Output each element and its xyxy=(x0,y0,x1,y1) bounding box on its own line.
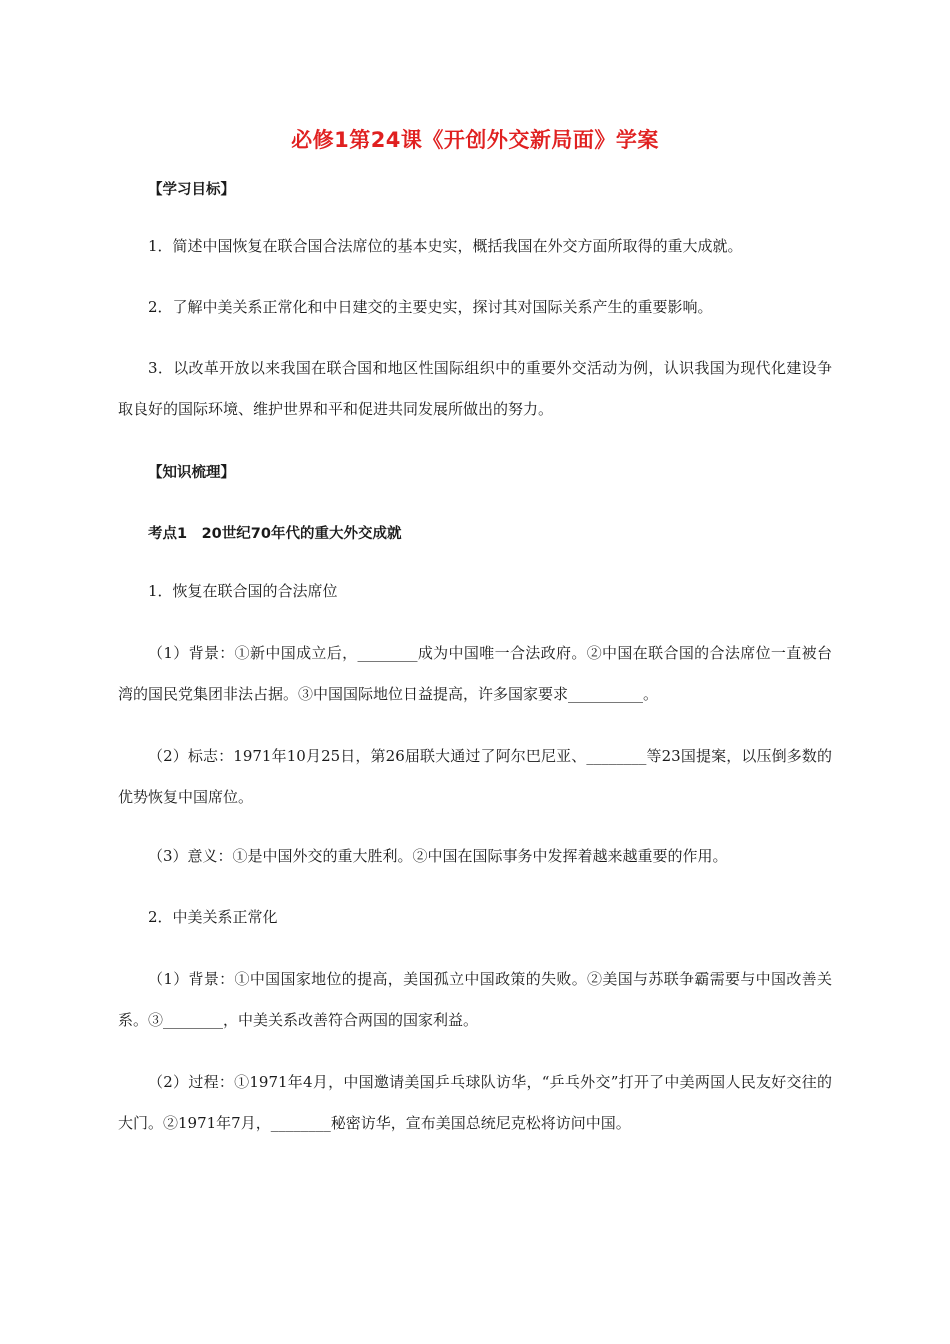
item1-significance: （3）意义：①是中国外交的重大胜利。②中国在国际事务中发挥着越来越重要的作用。 xyxy=(148,847,728,865)
item2-process: （2）过程：①1971年4月，中国邀请美国乒乓球队访华，“乒乓外交”打开了中美两国人民友好交往的大门。②1971年7月，________秘密访华，宣布美国总统尼克松将访问中国。 xyxy=(118,1073,832,1132)
topic1-heading: 考点1 20世纪70年代的重大外交成就 xyxy=(148,526,402,542)
item1-title: 1．恢复在联合国的合法席位 xyxy=(148,582,338,600)
item2-background: （1）背景：①中国国家地位的提高，美国孤立中国政策的失败。②美国与苏联争霸需要与中国改善关系。③________，中美关系改善符合两国的国家利益。 xyxy=(118,970,832,1029)
item1-background: （1）背景：①新中国成立后，________成为中国唯一合法政府。②中国在联合国的合法席位一直被台湾的国民党集团非法占据。③中国国际地位日益提高，许多国家要求__________。 xyxy=(118,644,832,703)
objective-item-1: 1．简述中国恢复在联合国合法席位的基本史实，概括我国在外交方面所取得的重大成就。 xyxy=(148,237,743,255)
document-title: 必修1第24课《开创外交新局面》学案 xyxy=(291,128,659,152)
objective-item-2: 2．了解中美关系正常化和中日建交的主要史实，探讨其对国际关系产生的重要影响。 xyxy=(148,298,713,316)
objective-item-3: 3．以改革开放以来我国在联合国和地区性国际组织中的重要外交活动为例，认识我国为现代化建设争取良好的国际环境、维护世界和平和促进共同发展所做出的努力。 xyxy=(118,359,832,418)
item1-milestone: （2）标志：1971年10月25日，第26届联大通过了阿尔巴尼亚、________等23国提案，以压倒多数的优势恢复中国席位。 xyxy=(118,747,832,806)
objectives-heading: 【学习目标】 xyxy=(148,182,235,198)
knowledge-heading: 【知识梳理】 xyxy=(148,465,235,481)
item2-title: 2．中美关系正常化 xyxy=(148,908,278,926)
